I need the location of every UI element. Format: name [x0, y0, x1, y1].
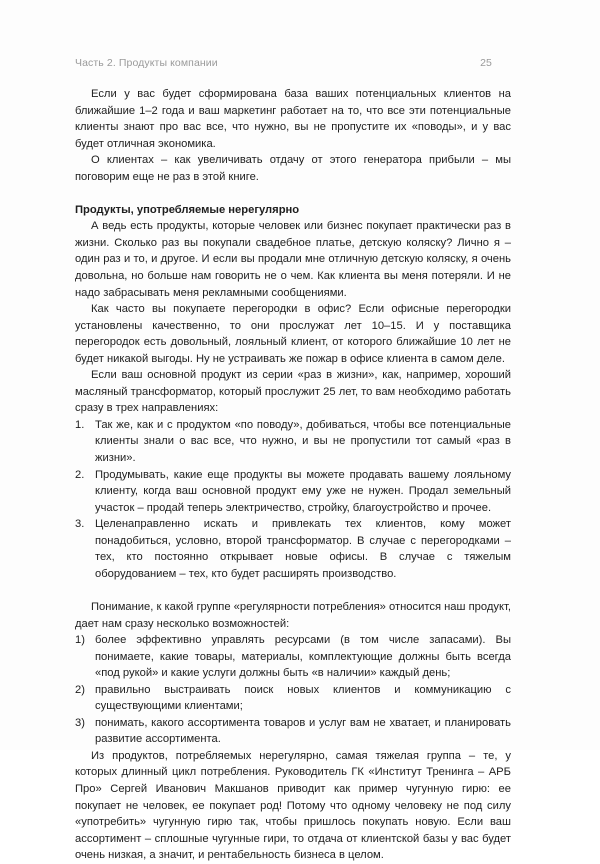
list-number: 2) — [75, 683, 85, 696]
list-number: 3. — [75, 518, 85, 531]
list-item — [75, 682, 511, 715]
page-number: 25 — [480, 57, 492, 69]
section-title: Часть 2. Продукты компании — [75, 57, 218, 69]
paragraph: Если ваш основной продукт из серии «раз в жизни», как, например, хороший масляный трансформатор, который прослужит 25 лет, то вам необходимо работать сразу в трех направлениях: — [75, 369, 511, 415]
running-head — [75, 57, 492, 69]
paragraph: О клиентах – как увеличивать отдачу от этого генератора прибыли – мы поговорим еще не раз в этой книге. — [75, 154, 511, 183]
list-text: более эффективно управлять ресурсами (в том числе запасами). Вы понимаете, какие товары, материалы, комплектующие должны быть всегда «под рукой» и какие услуги должны быть «в наличии» каждый день; — [95, 634, 511, 680]
paragraph: Понимание, к какой группе «регулярности потребления» относится наш продукт, дает нам сразу несколько возможностей: — [75, 600, 511, 630]
list-text: Целенаправленно искать и привлекать тех клиентов, кому может понадобиться, условно, второй трансформатор. В случае с перегородками – тех, кто постоянно открывает новые офисы. В случае с тяжелым оборудованием – тех, кто будет расширять производство. — [95, 518, 511, 580]
list-number: 1) — [75, 634, 85, 647]
list-item — [75, 417, 511, 467]
list-text: понимать, какого ассортимента товаров и услуг вам не хватает, и планировать развитие ассортимента. — [95, 716, 511, 746]
opportunities-list — [75, 632, 511, 748]
spacer — [75, 185, 511, 202]
paragraph: Если у вас будет сформирована база ваших потенциальных клиентов на ближайшие 1–2 года и ваш маркетинг работает на то, что все эти потенциальные клиенты знают про вас все, что нужно, вы не пропустите их «поводы», и у вас будет отличная экономика. — [75, 88, 511, 150]
list-item — [75, 715, 511, 748]
paragraph: Как часто вы покупаете перегородки в офис? Если офисные перегородки установлены качественно, то они прослужат лет 10–15. И у поставщика перегородок есть довольный, лояльный клиент, от которого ближайшие 10 лет не будет никакой выгоды. Ну не устраивать же пожар в офисе клиента в самом деле. — [75, 303, 511, 365]
directions-list — [75, 417, 511, 582]
list-number: 3) — [75, 716, 85, 729]
list-item — [75, 516, 511, 582]
list-text: Так же, как и с продуктом «по поводу», добиваться, чтобы все потенциальные клиенты знали о вас все, что нужно, и вы не пропустили тот самый «раз в жизни». — [95, 418, 511, 465]
spacer — [75, 582, 511, 599]
list-item — [75, 632, 511, 682]
list-number: 2. — [75, 468, 85, 481]
list-text: Продумывать, какие еще продукты вы можете продавать вашему лояльному клиенту, когда ваш основной продукт ему уже не нужен. Продал земельный участок – продай теперь электричество, стройку, благоустройство и прочее. — [95, 468, 511, 514]
paragraph: Из продуктов, потребляемых нерегулярно, самая тяжелая группа – те, у которых длинный цикл потребления. Руководитель ГК «Институт Тренинга – АРБ Про» Сергей Иванович Макшанов приводит как пример чугунную гирю: ее покупает не человек, ее покупает род! Потому что одному человеку не под силу «употребить» чугунную гирю так, чтобы пришлось покупать новую. Если ваш ассортимент – сплошные чугунные гири, то отдача от клиентской базы у вас будет очень низкая, а значит, и рентабельность бизнеса в целом. — [75, 749, 511, 862]
body-text — [75, 86, 511, 864]
list-number: 1. — [75, 418, 85, 431]
list-item — [75, 467, 511, 517]
section-heading: Продукты, употребляемые нерегулярно — [75, 203, 300, 216]
paragraph: А ведь есть продукты, которые человек или бизнес покупает практически раз в жизни. Сколько раз вы покупали свадебное платье, детскую коляску? Лично я – один раз и то, и другое. И если вы продали мне отличную детскую коляску, я очень довольна, но больше нам говорить не о чем. Как клиента вы меня потеряли. И не надо забрасывать меня рекламными сообщениями. — [75, 220, 511, 299]
list-text: правильно выстраивать поиск новых клиентов и коммуникацию с существующими клиентами; — [95, 683, 511, 713]
